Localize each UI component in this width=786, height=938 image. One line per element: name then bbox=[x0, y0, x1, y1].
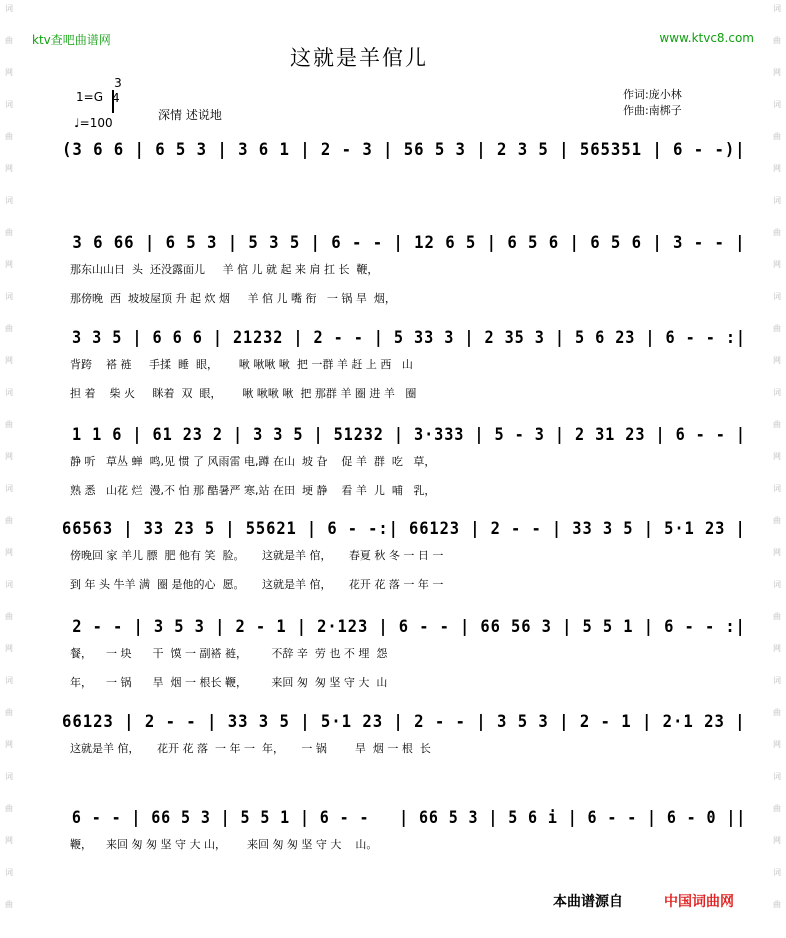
footer-source-label: 本曲谱源自 bbox=[553, 894, 623, 910]
watermark-char: 词 bbox=[773, 676, 781, 685]
score-system bbox=[0, 233, 786, 259]
notes-line: 2 - - | 3 5 3 | 2 - 1 | 2·123 | 6 - - | 66 56 3 | 5 5 1 | 6 - - :| bbox=[62, 617, 746, 637]
lyrics-text: 餐， 一 块 干 馍 一 副褡 裢， 不辞 辛 劳 也 不 埋 怨 bbox=[70, 647, 388, 660]
watermark-char: 曲 bbox=[773, 132, 781, 141]
lyrics-text: 那东山山日 头 还没露面儿 羊 倌 儿 就 起 来 肩 扛 长 鞭， bbox=[70, 263, 379, 276]
watermark-char: 曲 bbox=[5, 228, 13, 237]
watermark-char: 曲 bbox=[5, 420, 13, 429]
watermark-char: 曲 bbox=[5, 708, 13, 717]
score-system bbox=[0, 140, 786, 166]
watermark-char: 曲 bbox=[773, 612, 781, 621]
watermark-char: 网 bbox=[5, 740, 13, 749]
watermark-char: 词 bbox=[5, 580, 13, 589]
lyrics-text: 静 听 草丛 蝉 鸣,见 惯 了 风雨雷 电,蹲 在山 坡 旮 促 羊 群 吃 草， bbox=[70, 455, 436, 468]
score-system bbox=[0, 425, 786, 451]
composer: 作曲:南梆子 bbox=[623, 104, 682, 117]
score-system bbox=[0, 519, 786, 545]
lyrics-text: 担 着 柴 火 眯着 双 眼， 啾 啾啾 啾 把 那群 羊 圈 进 羊 圈 bbox=[70, 387, 417, 400]
time-signature-bottom: 4 bbox=[112, 90, 114, 113]
watermark-char: 网 bbox=[773, 164, 781, 173]
watermark-char: 词 bbox=[5, 484, 13, 493]
notes-line: 66123 | 2 - - | 33 3 5 | 5·1 23 | 2 - - | 3 5 3 | 2 - 1 | 2·1 23 | bbox=[62, 712, 746, 732]
watermark-char: 网 bbox=[5, 548, 13, 557]
lyrics-text: 到 年 头 牛羊 满 圈 是他的心 愿。 这就是羊 倌， 花开 花 落 一 年 一 bbox=[70, 578, 444, 591]
key-signature: 1=G bbox=[76, 90, 103, 104]
lyrics-text: 背跨 褡 裢 手揉 睡 眼， 啾 啾啾 啾 把 一群 羊 赶 上 西 山 bbox=[70, 358, 413, 371]
watermark-char: 词 bbox=[5, 4, 13, 13]
notes-line: 3 6 66 | 6 5 3 | 5 3 5 | 6 - - | 12 6 5 | 6 5 6 | 6 5 6 | 3 - - | bbox=[62, 233, 746, 253]
tempo-mark: ♩=100 bbox=[74, 116, 113, 130]
score-system bbox=[0, 617, 786, 643]
watermark-char: 曲 bbox=[5, 804, 13, 813]
lyrics-text: 年， 一 锅 旱 烟 一 根长 鞭， 来回 匆 匆 坚 守 大 山 bbox=[70, 676, 388, 689]
watermark-char: 网 bbox=[773, 836, 781, 845]
watermark-char: 词 bbox=[5, 388, 13, 397]
watermark-char: 网 bbox=[773, 356, 781, 365]
site-link-right[interactable]: www.ktvc8.com bbox=[659, 31, 754, 45]
watermark-char: 网 bbox=[773, 68, 781, 77]
watermark-char: 曲 bbox=[5, 612, 13, 621]
watermark-char: 网 bbox=[5, 452, 13, 461]
watermark-char: 网 bbox=[5, 164, 13, 173]
time-signature bbox=[112, 76, 124, 105]
watermark-char: 词 bbox=[5, 196, 13, 205]
watermark-char: 曲 bbox=[773, 420, 781, 429]
watermark-char: 网 bbox=[773, 740, 781, 749]
watermark-char: 曲 bbox=[773, 708, 781, 717]
watermark-char: 网 bbox=[5, 644, 13, 653]
watermark-char: 词 bbox=[5, 100, 13, 109]
time-signature-top: 3 bbox=[114, 76, 122, 90]
watermark-char: 词 bbox=[5, 676, 13, 685]
notes-line: (3 6 6 | 6 5 3 | 3 6 1 | 2 - 3 | 56 5 3 | 2 3 5 | 565351 | 6 - -)| bbox=[62, 140, 746, 160]
score-system bbox=[0, 712, 786, 738]
notes-line: 1 1 6 | 61 23 2 | 3 3 5 | 51232 | 3·333 | 5 - 3 | 2 31 23 | 6 - - | bbox=[62, 425, 746, 445]
notes-line: 3 3 5 | 6 6 6 | 21232 | 2 - - | 5 33 3 | 2 35 3 | 5 6 23 | 6 - - :| bbox=[62, 328, 746, 348]
watermark-char: 词 bbox=[773, 100, 781, 109]
lyrics-text: 那傍晚 西 坡坡屋顶 升 起 炊 烟 羊 倌 儿 嘴 衔 一 锅 旱 烟， bbox=[70, 292, 396, 305]
lyrics-text: 熟 悉 山花 烂 漫,不 怕 那 酷暑严 寒,站 在田 埂 静 看 羊 儿 哺 乳， bbox=[70, 484, 436, 497]
watermark-char: 网 bbox=[773, 644, 781, 653]
watermark-char: 曲 bbox=[773, 516, 781, 525]
watermark-char: 网 bbox=[773, 260, 781, 269]
lyricist: 作词:庞小林 bbox=[623, 88, 682, 101]
watermark-char: 词 bbox=[773, 484, 781, 493]
watermark-char: 词 bbox=[5, 292, 13, 301]
watermark-char: 曲 bbox=[773, 804, 781, 813]
score-system bbox=[0, 808, 786, 834]
footer-site-link[interactable]: 中国词曲网 bbox=[664, 894, 734, 910]
watermark-char: 词 bbox=[773, 772, 781, 781]
watermark-char: 词 bbox=[5, 772, 13, 781]
expression-mark: 深情 述说地 bbox=[158, 108, 222, 122]
lyrics-text: 傍晚回 家 羊儿 膘 肥 他有 笑 脸。 这就是羊 倌， 春夏 秋 冬 一 日 一 bbox=[70, 549, 444, 562]
watermark-char: 词 bbox=[773, 292, 781, 301]
watermark-char: 词 bbox=[5, 868, 13, 877]
notes-line: 66563 | 33 23 5 | 55621 | 6 - -:| 66123 | 2 - - | 33 3 5 | 5·1 23 | bbox=[62, 519, 746, 539]
watermark-char: 曲 bbox=[773, 900, 781, 909]
watermark-char: 曲 bbox=[5, 324, 13, 333]
watermark-char: 曲 bbox=[773, 228, 781, 237]
watermark-char: 词 bbox=[773, 4, 781, 13]
watermark-char: 词 bbox=[773, 580, 781, 589]
watermark-char: 词 bbox=[773, 868, 781, 877]
notes-line: 6 - - | 66 5 3 | 5 5 1 | 6 - - | 66 5 3 | 5 6 i | 6 - - | 6 - 0 || bbox=[62, 808, 747, 828]
score-system bbox=[0, 328, 786, 354]
watermark-char: 网 bbox=[5, 68, 13, 77]
song-title: 这就是羊倌儿 bbox=[290, 46, 428, 70]
watermark-char: 曲 bbox=[773, 36, 781, 45]
watermark-char: 曲 bbox=[5, 900, 13, 909]
lyrics-text: 鞭， 来回 匆 匆 坚 守 大 山， 来回 匆 匆 坚 守 大 山。 bbox=[70, 838, 378, 851]
watermark-char: 网 bbox=[5, 356, 13, 365]
watermark-char: 网 bbox=[5, 836, 13, 845]
watermark-char: 网 bbox=[773, 548, 781, 557]
watermark-char: 曲 bbox=[5, 516, 13, 525]
watermark-char: 曲 bbox=[773, 324, 781, 333]
watermark-char: 词 bbox=[773, 196, 781, 205]
watermark-char: 网 bbox=[773, 452, 781, 461]
watermark-char: 曲 bbox=[5, 36, 13, 45]
watermark-char: 网 bbox=[5, 260, 13, 269]
lyrics-text: 这就是羊 倌， 花开 花 落 一 年 一 年， 一 锅 旱 烟 一 根 长 bbox=[70, 742, 431, 755]
watermark-char: 曲 bbox=[5, 132, 13, 141]
site-link-left[interactable]: ktv查吧曲谱网 bbox=[32, 33, 111, 47]
watermark-char: 词 bbox=[773, 388, 781, 397]
